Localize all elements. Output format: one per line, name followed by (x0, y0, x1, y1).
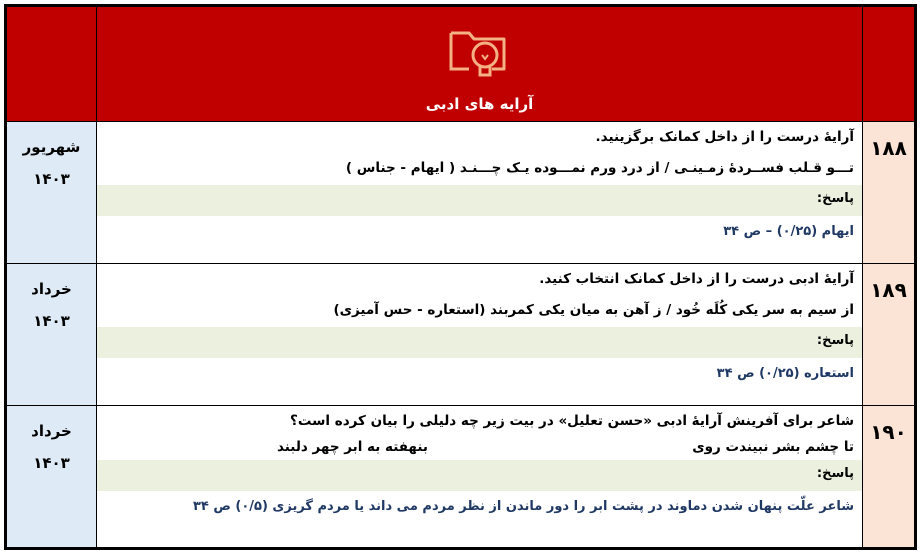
folder-lightbulb-icon (445, 15, 515, 85)
date-month: شهریور (22, 138, 81, 156)
question-row (7, 406, 915, 548)
header-title-cell (97, 7, 863, 122)
answer-text: استعاره (۰/۲۵) ص ۳۴ (716, 366, 854, 381)
question-line: از سیم به سر یکی کُلَه خُود / ز آهن به میان یکی کمربند (استعاره - حس آمیزی) (333, 302, 854, 318)
question-line: تـــو قـلب فســردۀ زمـینـی / از درد ورم نمـــوده یـک چـــنـد ( ایهام - جناس ) (345, 160, 854, 176)
header-title: آرایه های ادبی (425, 95, 534, 113)
question-cell (97, 264, 863, 406)
question-number: ۱۹۰ (863, 406, 915, 548)
question-text: آرایۀ درست را از داخل کمانک برگزینید. (595, 129, 854, 145)
date-cell (7, 406, 97, 548)
answer-text: ایهام (۰/۲۵) – ص ۳۴ (723, 224, 854, 239)
question-cell (97, 406, 863, 548)
question-number: ۱۸۹ (863, 264, 915, 406)
answer-label: پاسخ: (97, 459, 862, 491)
document-table-frame (4, 4, 917, 550)
answer-label: پاسخ: (97, 184, 862, 216)
verse (97, 437, 862, 459)
date-year: ۱۴۰۳ (33, 312, 70, 330)
question-cell (97, 122, 863, 264)
header-row (7, 7, 915, 122)
question-text: آرایۀ ادبی درست را از داخل کمانک انتخاب کنید. (539, 271, 854, 287)
date-year: ۱۴۰۳ (33, 454, 70, 472)
question-row (7, 122, 915, 264)
date-cell (7, 264, 97, 406)
date-year: ۱۴۰۳ (33, 170, 70, 188)
answer-text: شاعر علّت پنهان شدن دماوند در پشت ابر را دور ماندن از نظر مردم می داند یا مردم گریزی (۰/۵) ص ۳۴ (192, 499, 854, 514)
question-text: شاعر برای آفرینش آرایۀ ادبی «حسن تعلیل» در بیت زیر چه دلیلی را بیان کرده است؟ (290, 413, 854, 429)
header-empty-right (863, 7, 915, 122)
verse-second-hemistich: بنهفته به ابر چهر دلبند (277, 439, 428, 455)
verse-first-hemistich: تا چشم بشر نبیندت روی (692, 439, 854, 455)
date-month: خرداد (31, 280, 72, 298)
date-month: خرداد (31, 422, 72, 440)
answer-label: پاسخ: (97, 326, 862, 358)
date-cell (7, 122, 97, 264)
question-table (6, 6, 915, 548)
header-empty-left (7, 7, 97, 122)
question-number: ۱۸۸ (863, 122, 915, 264)
question-row (7, 264, 915, 406)
